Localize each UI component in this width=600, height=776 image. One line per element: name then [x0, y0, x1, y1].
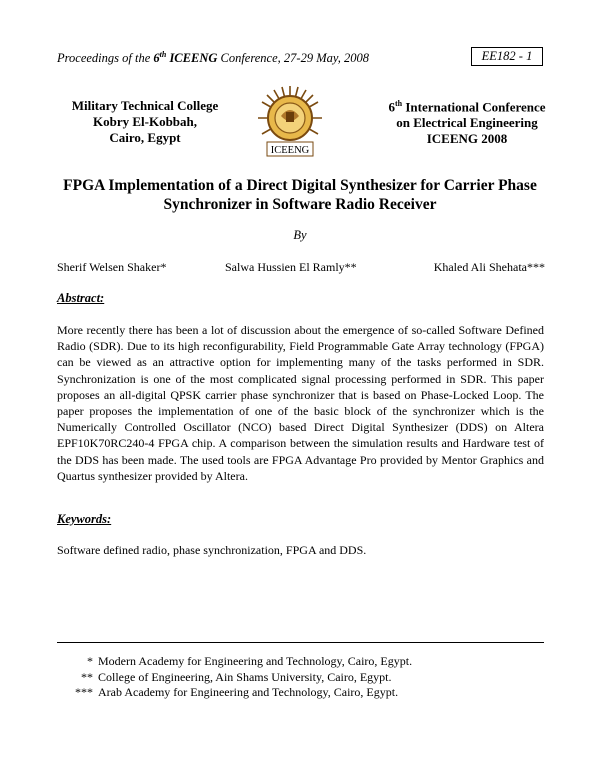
footnote — [57, 654, 557, 670]
affiliation-left-line: Kobry El-Kobbah, — [92, 114, 198, 129]
keywords-heading: Keywords: — [57, 512, 112, 526]
footnotes — [57, 654, 557, 701]
affiliation-right — [352, 96, 582, 147]
footnote-mark: *** — [75, 685, 93, 699]
affiliation-left-line: Cairo, Egypt — [109, 130, 181, 145]
author-1: Sherif Welsen Shaker* — [57, 260, 167, 274]
iceeng-logo — [255, 82, 325, 160]
footnote-text: Modern Academy for Engineering and Technology, Cairo, Egypt. — [98, 654, 413, 668]
keywords-body: Software defined radio, phase synchronization, FPGA and DDS. — [57, 543, 367, 557]
footnote-mark: * — [87, 654, 93, 668]
paper-title-line: FPGA Implementation of a Direct Digital Synthesizer for Carrier Phase — [63, 177, 537, 194]
affiliation-right-line: 6th International Conference — [388, 99, 546, 115]
affiliation-left — [40, 98, 250, 146]
running-header — [57, 50, 547, 70]
affiliation-left-line: Military Technical College — [71, 98, 219, 113]
footnote — [57, 670, 557, 686]
paper-code-box: EE182 - 1 — [471, 47, 543, 66]
affiliation-right-line: on Electrical Engineering — [396, 115, 538, 131]
footnote-text: Arab Academy for Engineering and Technology, Cairo, Egypt. — [98, 685, 399, 699]
abstract-body: More recently there has been a lot of discussion about the emergence of so-called Software Defined Radio (SDR). Due to its high reconfigurability, Field Programmable Gate Array technology (FPGA) can be viewed as an attractive option for implementing many of the tasks performed in SDR. Synchronization is one of the most complicated signal processing performed in SDR. This paper proposes an all-digital QPSK carrier phase synchronizer that is based on Phase-Locked Loop. The paper proposes the implementation of one of the basic block of the synchronizer which is the Numerically Controlled Oscillator (NCO) based Direct Digital Synthesizer (DDS) on Altera EPF10K70RC240-4 FPGA chip. A comparison between the simulation results and Hardware test of the DDS has been made. The used tools are FPGA Advantage Pro provided by Mentor Graphics and Quartus synthesizer provided by Altera. — [57, 323, 544, 483]
footnote-text: College of Engineering, Ain Shams University, Cairo, Egypt. — [98, 669, 392, 684]
author-2: Salwa Hussien El Ramly** — [225, 260, 357, 274]
conference-proceedings-line: Proceedings of the 6th ICEENG Conference, 27-29 May, 2008 — [57, 50, 369, 66]
footnote-mark: ** — [81, 669, 93, 684]
author-list — [57, 260, 545, 276]
footnote — [57, 685, 557, 701]
affiliation-right-line: ICEENG 2008 — [426, 131, 508, 147]
logo-text: ICEENG — [270, 145, 310, 156]
paper-title — [30, 176, 570, 214]
by-label: By — [293, 228, 307, 242]
author-3: Khaled Ali Shehata*** — [433, 260, 545, 274]
abstract-heading: Abstract: — [57, 291, 105, 305]
footnote-divider — [57, 642, 544, 643]
paper-title-line: Synchronizer in Software Radio Receiver — [163, 196, 437, 213]
